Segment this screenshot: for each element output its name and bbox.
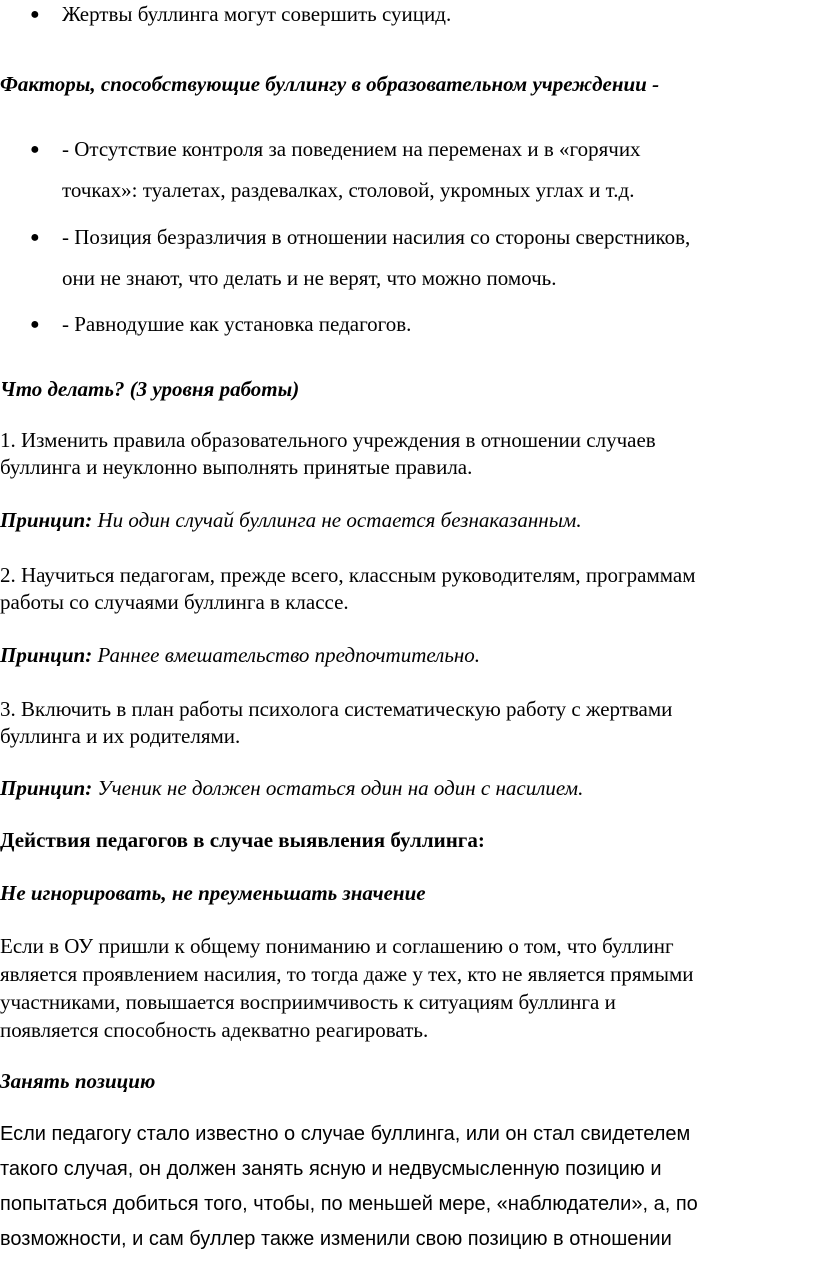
para-1-line-3: участниками, повышается восприимчивость к ситуациям буллинга и xyxy=(0,990,616,1014)
principle-1 xyxy=(0,508,582,533)
para-1-line-4: появляется способность адекватно реагировать. xyxy=(0,1018,429,1042)
bullet-icon: ● xyxy=(30,316,40,333)
level-1-line-2: буллинга и неуклонно выполнять принятые правила. xyxy=(0,455,473,479)
factor-item-2-line-1: - Позиция безразличия в отношении насилия со стороны сверстников, xyxy=(62,225,691,249)
factor-item-1-line-2: точках»: туалетах, раздевалках, столовой, укромных углах и т.д. xyxy=(62,178,635,202)
principle-2 xyxy=(0,643,480,668)
para-2-line-1: Если педагогу стало известно о случае буллинга, или он стал свидетелем xyxy=(0,1123,691,1145)
what-to-do-heading: Что делать? (3 уровня работы) xyxy=(0,377,300,401)
principle-label: Принцип: xyxy=(0,643,93,667)
level-3-line-1: 3. Включить в план работы психолога систематическую работу с жертвами xyxy=(0,697,673,721)
principle-text: Ученик не должен остаться один на один с насилием. xyxy=(97,776,584,800)
principle-label: Принцип: xyxy=(0,508,93,532)
factor-item-2-line-2: они не знают, что делать и не верят, что можно помочь. xyxy=(62,266,557,290)
bullet-icon: ● xyxy=(30,6,40,23)
para-1-line-1: Если в ОУ пришли к общему пониманию и соглашению о том, что буллинг xyxy=(0,934,674,958)
para-2-line-2: такого случая, он должен занять ясную и недвусмысленную позицию и xyxy=(0,1158,662,1180)
actions-subheading-2: Занять позицию xyxy=(0,1069,156,1093)
principle-3 xyxy=(0,776,583,801)
bullet-icon: ● xyxy=(30,141,40,158)
level-3-line-2: буллинга и их родителями. xyxy=(0,724,241,748)
factors-heading: Факторы, способствующие буллингу в образовательном учреждении - xyxy=(0,72,660,96)
intro-bullet-text: Жертвы буллинга могут совершить суицид. xyxy=(62,2,452,26)
principle-text: Ни один случай буллинга не остается безнаказанным. xyxy=(97,508,582,532)
principle-text: Раннее вмешательство предпочтительно. xyxy=(97,643,481,667)
para-1-line-2: является проявлением насилия, то тогда даже у тех, кто не является прямыми xyxy=(0,962,694,986)
level-1-line-1: 1. Изменить правила образовательного учреждения в отношении случаев xyxy=(0,428,656,452)
para-2-line-4: возможности, и сам буллер также изменили свою позицию в отношении xyxy=(0,1228,672,1250)
bullet-icon: ● xyxy=(30,229,40,246)
factor-item-3: - Равнодушие как установка педагогов. xyxy=(62,312,412,336)
level-2-line-2: работы со случаями буллинга в классе. xyxy=(0,590,349,614)
level-2-line-1: 2. Научиться педагогам, прежде всего, классным руководителям, программам xyxy=(0,563,696,587)
para-2-line-3: попытаться добиться того, чтобы, по меньшей мере, «наблюдатели», а, по xyxy=(0,1193,698,1215)
actions-subheading-1: Не игнорировать, не преуменьшать значение xyxy=(0,881,426,905)
principle-label: Принцип: xyxy=(0,776,93,800)
actions-heading: Действия педагогов в случае выявления буллинга: xyxy=(0,828,485,852)
factor-item-1-line-1: - Отсутствие контроля за поведением на переменах и в «горячих xyxy=(62,137,641,161)
